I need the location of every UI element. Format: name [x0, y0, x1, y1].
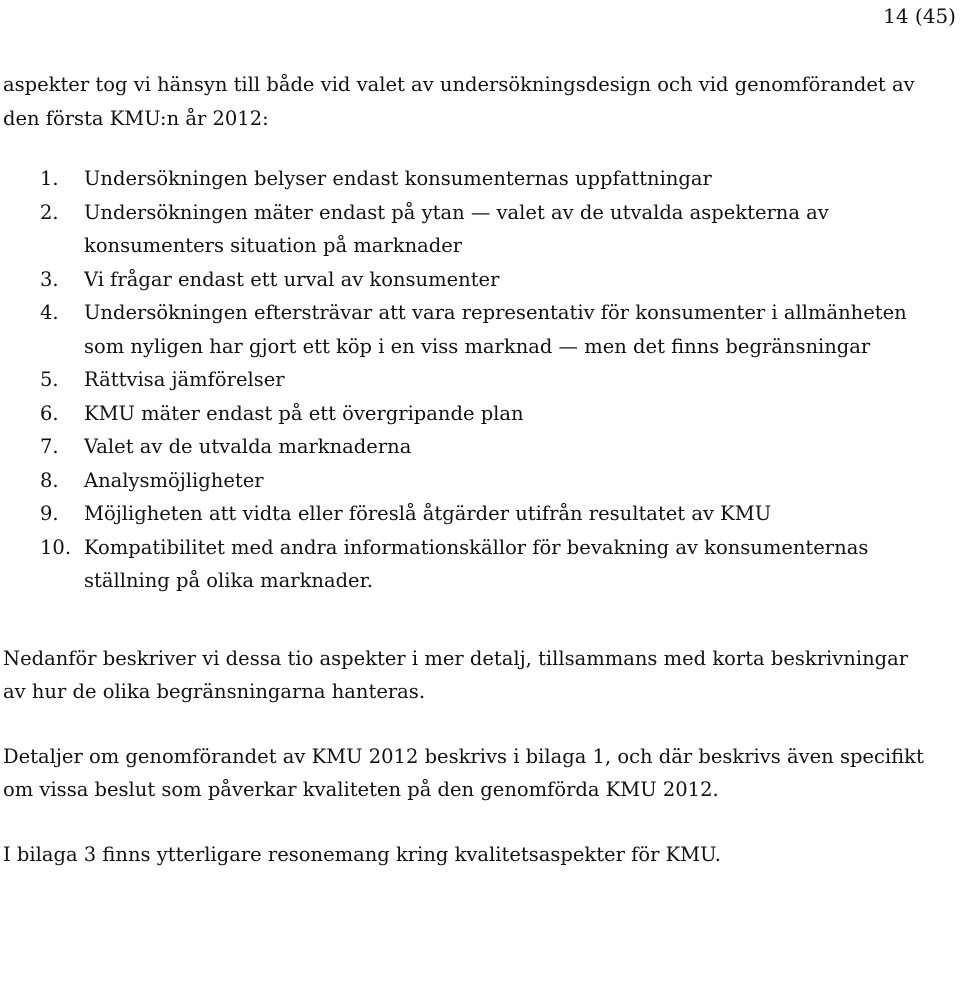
list-item-text: Valet av de utvalda marknaderna	[84, 435, 412, 458]
paragraph-description: Nedanför beskriver vi dessa tio aspekter i mer detalj, tillsammans med korta beskrivningar av hur de olika begränsningarna hanteras.	[3, 646, 909, 703]
list-item	[3, 397, 933, 431]
aspects-list	[3, 162, 933, 598]
list-item-number: 6.	[40, 401, 59, 425]
list-item-number: 10.	[40, 535, 72, 559]
list-item	[3, 263, 933, 297]
list-item	[3, 296, 933, 363]
list-item-number: 5.	[40, 368, 59, 391]
page-number: 14 (45)	[883, 4, 956, 28]
list-item-number: 9.	[40, 502, 59, 525]
paragraph-details: Detaljer om genomförandet av KMU 2012 beskrivs i bilaga 1, och där beskrivs även specifikt om vissa beslut som påverkar kvaliteten på den genomförda KMU 2012.	[3, 744, 924, 801]
list-item-text: KMU mäter endast på ett övergripande plan	[84, 401, 524, 425]
list-item	[3, 363, 933, 397]
list-item	[3, 196, 933, 263]
document-body	[3, 68, 933, 871]
intro-paragraph: aspekter tog vi hänsyn till både vid valet av undersökningsdesign och vid genomförandet av den första KMU:n år 2012:	[3, 73, 915, 130]
list-item-text: Undersökningen mäter endast på ytan — valet av de utvalda aspekterna av konsumenters situation på marknader	[84, 200, 829, 257]
list-item-text: Undersökningen belyser endast konsumenternas uppfattningar	[84, 167, 712, 190]
list-item-number: 1.	[40, 167, 59, 190]
list-item	[3, 162, 933, 196]
list-item-number: 7.	[40, 435, 59, 458]
list-item-number: 3.	[40, 267, 59, 291]
list-item-number: 2.	[40, 200, 59, 224]
list-item-text: Kompatibilitet med andra informationskällor för bevakning av konsumenternas ställning på olika marknader.	[84, 535, 869, 592]
list-item	[3, 497, 933, 531]
list-item-number: 8.	[40, 468, 59, 492]
list-item	[3, 531, 933, 598]
list-item-text: Analysmöjligheter	[84, 468, 264, 492]
list-item-text: Rättvisa jämförelser	[84, 368, 285, 391]
list-item	[3, 464, 933, 498]
paragraph-appendix: I bilaga 3 finns ytterligare resonemang kring kvalitetsaspekter för KMU.	[3, 842, 721, 866]
list-item-text: Möjligheten att vidta eller föreslå åtgärder utifrån resultatet av KMU	[84, 502, 772, 525]
list-item-text: Undersökningen eftersträvar att vara representativ för konsumenter i allmänheten som nyligen har gjort ett köp i en viss marknad — men det finns begränsningar	[84, 301, 907, 358]
list-item-number: 4.	[40, 301, 59, 324]
list-item-text: Vi frågar endast ett urval av konsumenter	[84, 267, 500, 291]
list-item	[3, 430, 933, 464]
